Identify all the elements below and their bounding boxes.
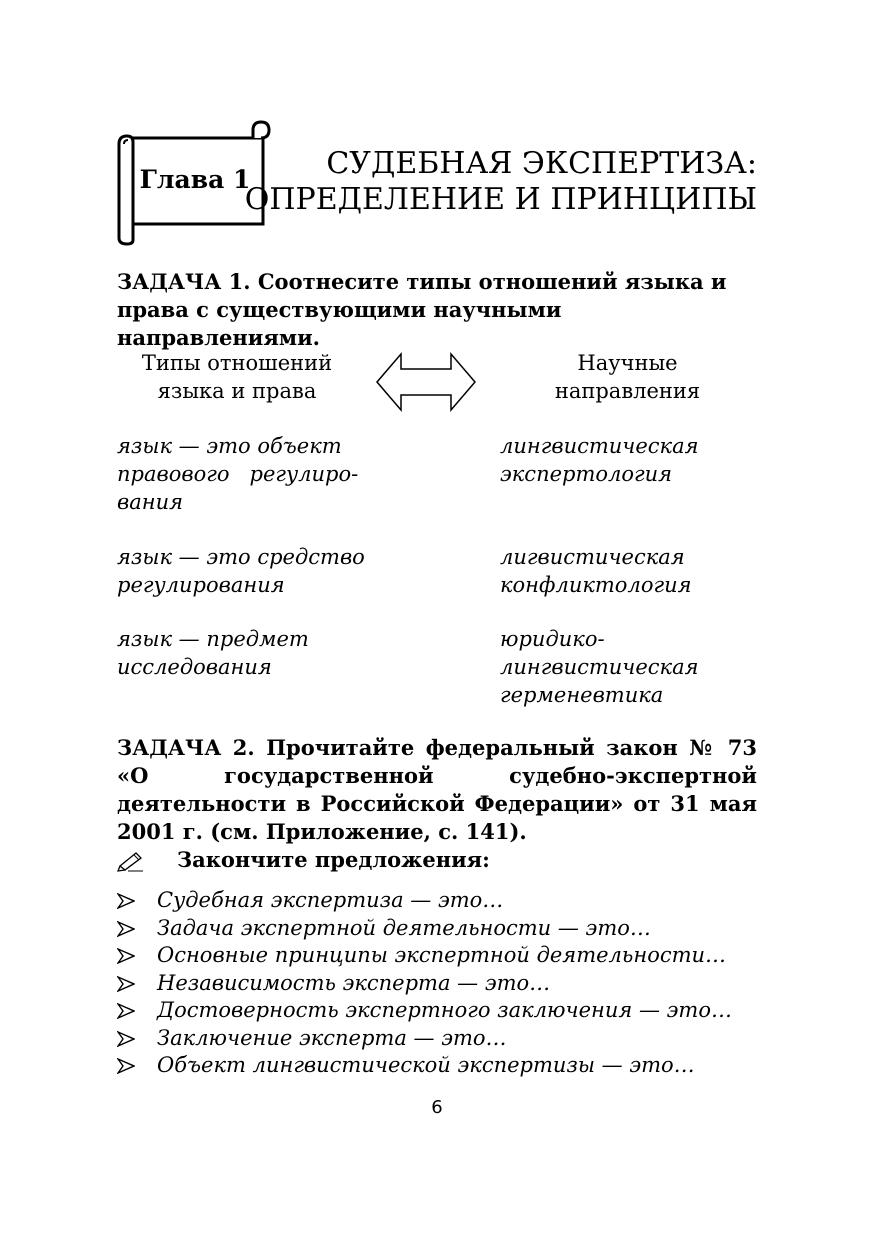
task2-text: ЗАДАЧА 2. Прочитайте федеральный закон № 73 «О государственной судебно-экспертной деятельности в Российской Федерации» от 31 мая 2001 г. (см. Приложение, с. 141). (117, 735, 757, 844)
page-number: 6 (431, 1097, 443, 1118)
list-item (117, 915, 732, 943)
double-arrow-icon (375, 350, 477, 414)
list-item-text: Независимость эксперта — это… (157, 970, 551, 995)
left-column-header (117, 349, 357, 405)
right-item-2 (500, 543, 755, 599)
list-item (117, 887, 732, 915)
left-item-1 (117, 432, 377, 516)
list-item (117, 1052, 732, 1080)
arrowhead-bullet-icon (117, 948, 135, 964)
right-item-1 (500, 432, 755, 488)
list-item-text: Заключение эксперта — это… (157, 1025, 507, 1050)
right-item-3-line1: юридико- (500, 627, 605, 651)
right-header-line2: направления (554, 379, 701, 403)
arrowhead-bullet-icon (117, 921, 135, 937)
right-header-line1: Научные (577, 351, 678, 375)
left-header-line1: Типы отношений (141, 351, 333, 375)
chapter-title-line2: ОПРЕДЕЛЕНИЕ И ПРИНЦИПЫ (244, 182, 757, 217)
arrowhead-bullet-icon (117, 1031, 135, 1047)
right-item-2-line2: конфликтология (500, 573, 692, 597)
chapter-title-line1: СУДЕБНАЯ ЭКСПЕРТИЗА: (326, 146, 757, 181)
list-item-text: Объект лингвистической экспертизы — это… (157, 1053, 695, 1077)
right-item-1-line1: лингвистическая (500, 434, 699, 458)
left-item-1-line1: язык — это объект (117, 434, 342, 458)
list-item (117, 970, 732, 998)
right-item-3-line2: лингвистическая (500, 655, 699, 679)
left-item-2-line1: язык — это средство (117, 545, 365, 569)
right-item-3 (500, 625, 755, 709)
left-item-3 (117, 625, 377, 681)
left-item-3-line2: исследования (117, 655, 272, 679)
left-item-2-line2: регулирования (117, 573, 285, 597)
list-item-text: Достоверность экспертного заключения — это… (157, 998, 732, 1022)
left-item-1-line3: вания (117, 490, 184, 514)
right-item-1-line2: экспертология (500, 462, 673, 486)
instruction-text: Закончите предложения: (177, 847, 490, 872)
chapter-label: Глава 1 (139, 165, 251, 194)
arrowhead-bullet-icon (117, 1058, 135, 1074)
right-item-2-line1: лигвистическая (500, 545, 685, 569)
left-item-2 (117, 543, 377, 599)
right-item-3-line3: герменевтика (500, 683, 664, 707)
list-item-text: Судебная экспертиза — это… (157, 888, 504, 912)
right-column-header (500, 349, 755, 405)
list-item (117, 997, 732, 1025)
sentence-list (117, 887, 732, 1080)
list-item-text: Задача экспертной деятельности — это… (157, 915, 651, 940)
list-item-text: Основные принципы экспертной деятельности… (157, 943, 727, 967)
list-item (117, 1025, 732, 1053)
arrowhead-bullet-icon (117, 893, 135, 909)
arrowhead-bullet-icon (117, 1003, 135, 1019)
left-header-line2: языка и права (157, 379, 317, 403)
list-item (117, 942, 732, 970)
left-item-3-line1: язык — предмет (117, 627, 309, 651)
pencil-icon (117, 848, 145, 872)
chapter-title (245, 146, 757, 218)
task1-text: ЗАДАЧА 1. Соотнесите типы отношений языка и права с существующими научными направлениями. (117, 269, 727, 350)
left-item-1-line2: правового регулиро- (117, 462, 359, 486)
arrowhead-bullet-icon (117, 976, 135, 992)
